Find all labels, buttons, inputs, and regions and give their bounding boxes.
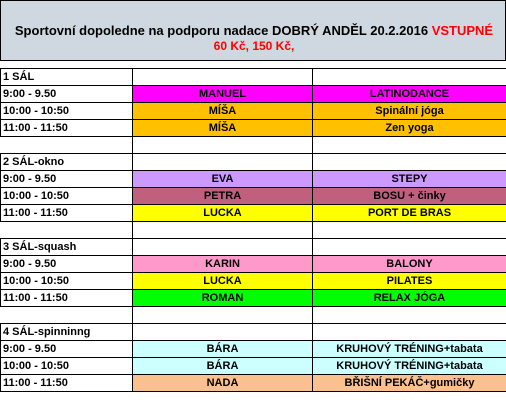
activity-name: BŘIŠNÍ PEKÁČ+gumičky <box>313 375 506 392</box>
empty-cell <box>313 154 506 171</box>
time-slot: 9:00 - 9.50 <box>1 341 133 358</box>
activity-name: Spinální jóga <box>313 103 506 120</box>
spacer-cell <box>133 137 313 154</box>
activity-name: RELAX JÓGA <box>313 290 506 307</box>
activity-name: KRUHOVÝ TRÉNING+tabata <box>313 341 506 358</box>
schedule-row <box>1 103 506 120</box>
schedule-row <box>1 273 506 290</box>
instructor-name: MÍŠA <box>133 120 313 137</box>
time-slot: 9:00 - 9.50 <box>1 86 133 103</box>
spacer-cell <box>313 222 506 239</box>
activity-name: PILATES <box>313 273 506 290</box>
time-slot: 11:00 - 11:50 <box>1 120 133 137</box>
empty-cell <box>313 324 506 341</box>
section-header-row <box>1 239 506 256</box>
empty-cell <box>133 239 313 256</box>
event-title <box>1 23 506 38</box>
time-slot: 9:00 - 9.50 <box>1 171 133 188</box>
time-slot: 11:00 - 11:50 <box>1 290 133 307</box>
section-header-row <box>1 324 506 341</box>
instructor-name: ROMAN <box>133 290 313 307</box>
event-title-text: Sportovní dopoledne na podporu nadace DOBRÝ ANDĚL 20.2.2016 <box>14 23 429 38</box>
schedule-row <box>1 120 506 137</box>
schedule-row <box>1 358 506 375</box>
section-header-row <box>1 154 506 171</box>
instructor-name: LUCKA <box>133 205 313 222</box>
empty-cell <box>133 69 313 86</box>
empty-cell <box>313 69 506 86</box>
activity-name: PORT DE BRAS <box>313 205 506 222</box>
section-title: 2 SÁL-okno <box>1 154 133 171</box>
schedule-row <box>1 375 506 392</box>
instructor-name: NADA <box>133 375 313 392</box>
spacer-cell <box>313 307 506 324</box>
spacer-cell <box>1 222 133 239</box>
section-title: 1 SÁL <box>1 69 133 86</box>
instructor-name: MANUEL <box>133 86 313 103</box>
time-slot: 11:00 - 11:50 <box>1 375 133 392</box>
activity-name: BOSU + činky <box>313 188 506 205</box>
spacer-cell <box>133 307 313 324</box>
section-spacer <box>1 307 506 324</box>
activity-name: STEPY <box>313 171 506 188</box>
instructor-name: BÁRA <box>133 358 313 375</box>
section-header-row <box>1 69 506 86</box>
admission-label: VSTUPNÉ <box>431 23 494 38</box>
activity-name: LATINODANCE <box>313 86 506 103</box>
spacer-cell <box>133 222 313 239</box>
time-slot: 10:00 - 10:50 <box>1 188 133 205</box>
activity-name: BALONY <box>313 256 506 273</box>
section-title: 4 SÁL-spinninng <box>1 324 133 341</box>
section-spacer <box>1 137 506 154</box>
spacer-cell <box>313 137 506 154</box>
activity-name: Zen yoga <box>313 120 506 137</box>
activity-name: KRUHOVÝ TRÉNING+tabata <box>313 358 506 375</box>
time-slot: 9:00 - 9.50 <box>1 256 133 273</box>
schedule-row <box>1 205 506 222</box>
schedule-row <box>1 188 506 205</box>
schedule-row <box>1 341 506 358</box>
time-slot: 10:00 - 10:50 <box>1 358 133 375</box>
schedule-grid <box>0 68 506 392</box>
time-slot: 10:00 - 10:50 <box>1 103 133 120</box>
schedule-row <box>1 290 506 307</box>
instructor-name: BÁRA <box>133 341 313 358</box>
schedule-table <box>0 68 506 407</box>
schedule-header <box>0 0 506 61</box>
instructor-name: MÍŠA <box>133 103 313 120</box>
section-spacer <box>1 222 506 239</box>
schedule-row <box>1 86 506 103</box>
instructor-name: PETRA <box>133 188 313 205</box>
schedule-row <box>1 256 506 273</box>
spacer-cell <box>1 137 133 154</box>
section-title: 3 SÁL-squash <box>1 239 133 256</box>
schedule-row <box>1 171 506 188</box>
instructor-name: EVA <box>133 171 313 188</box>
time-slot: 10:00 - 10:50 <box>1 273 133 290</box>
empty-cell <box>133 154 313 171</box>
empty-cell <box>133 324 313 341</box>
empty-cell <box>313 239 506 256</box>
instructor-name: LUCKA <box>133 273 313 290</box>
admission-prices: 60 Kč, 150 Kč, <box>213 39 295 53</box>
spacer-cell <box>1 307 133 324</box>
time-slot: 11:00 - 11:50 <box>1 205 133 222</box>
instructor-name: KARIN <box>133 256 313 273</box>
